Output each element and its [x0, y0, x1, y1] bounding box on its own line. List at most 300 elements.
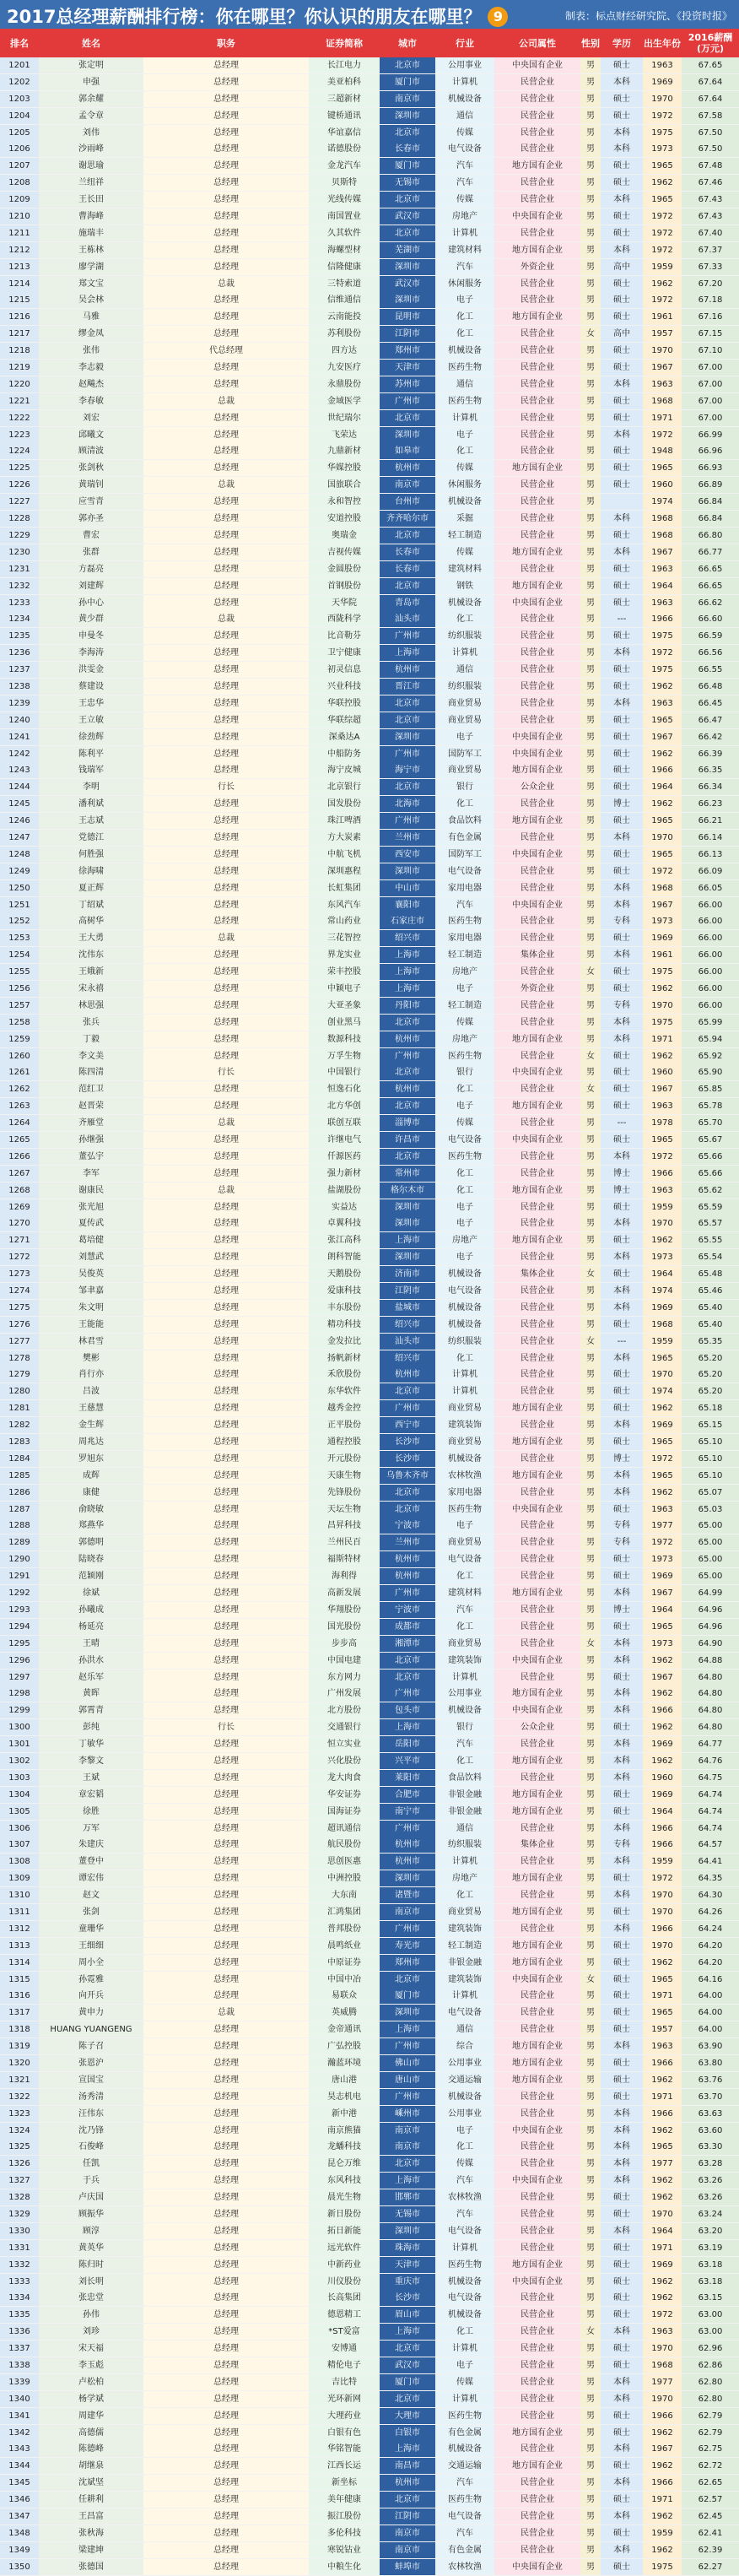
name-cell: 吴会林 — [39, 292, 143, 308]
city-cell: 深圳市 — [380, 1870, 435, 1886]
birth-year-cell: 1966 — [643, 2475, 682, 2491]
birth-year-cell: 1977 — [643, 2156, 682, 2172]
title-cell: 总经理 — [143, 1821, 309, 1837]
name-cell: 黄申力 — [39, 2005, 143, 2021]
rank-cell: 1213 — [0, 259, 39, 275]
name-cell: 孙洪水 — [39, 1653, 143, 1669]
company-type-cell: 地方国有企业 — [494, 1938, 580, 1954]
table-row — [0, 662, 739, 679]
industry-cell: 电子 — [435, 292, 494, 308]
birth-year-cell: 1957 — [643, 326, 682, 342]
rank-cell: 1283 — [0, 1434, 39, 1450]
birth-year-cell: 1962 — [643, 2542, 682, 2558]
birth-year-cell: 1962 — [643, 2508, 682, 2525]
title-cell: 总经理 — [143, 2038, 309, 2054]
city-cell: 厦门市 — [380, 74, 435, 90]
rank-cell: 1264 — [0, 1115, 39, 1131]
education-cell: 硕士 — [601, 2425, 643, 2441]
title-cell: 总经理 — [143, 1972, 309, 1988]
birth-year-cell: 1967 — [643, 544, 682, 560]
birth-year-cell: 1972 — [643, 242, 682, 258]
city-cell: 杭州市 — [380, 1568, 435, 1584]
education-cell: 硕士 — [601, 1955, 643, 1971]
rank-cell: 1288 — [0, 1518, 39, 1534]
industry-cell: 商业贸易 — [435, 762, 494, 778]
industry-cell: 电子 — [435, 2357, 494, 2373]
name-cell: 洪雯金 — [39, 662, 143, 678]
gender-cell: 男 — [580, 1736, 601, 1752]
name-cell: 王慈慧 — [39, 1400, 143, 1416]
pay-cell: 66.99 — [682, 427, 739, 443]
rank-cell: 1237 — [0, 662, 39, 678]
birth-year-cell: 1968 — [643, 511, 682, 527]
gender-cell: 男 — [580, 1686, 601, 1702]
table-row — [0, 679, 739, 695]
rank-cell: 1219 — [0, 360, 39, 376]
stock-abbr-cell: 深桑达A — [309, 729, 380, 745]
industry-cell: 医药生物 — [435, 2492, 494, 2508]
company-type-cell: 民营企业 — [494, 1115, 580, 1131]
rank-cell: 1350 — [0, 2559, 39, 2575]
education-cell: 硕士 — [601, 1904, 643, 1920]
industry-cell: 建筑装饰 — [435, 1417, 494, 1433]
industry-cell: 通信 — [435, 1821, 494, 1837]
birth-year-cell: 1975 — [643, 125, 682, 141]
gender-cell: 男 — [580, 427, 601, 443]
stock-abbr-cell: 中新药业 — [309, 2257, 380, 2273]
gender-cell: 男 — [580, 1837, 601, 1853]
stock-abbr-cell: 久其软件 — [309, 225, 380, 241]
industry-cell: 化工 — [435, 1753, 494, 1769]
rank-cell: 1208 — [0, 175, 39, 191]
company-type-cell: 中央国有企业 — [494, 897, 580, 913]
birth-year-cell: 1969 — [643, 1300, 682, 1316]
table-row — [0, 2240, 739, 2257]
table-row — [0, 544, 739, 561]
title-cell: 总经理 — [143, 427, 309, 443]
company-type-cell: 民营企业 — [494, 1350, 580, 1366]
name-cell: 金生辉 — [39, 1417, 143, 1433]
company-type-cell: 民营企业 — [494, 2391, 580, 2407]
company-type-cell: 民营企业 — [494, 1551, 580, 1567]
gender-cell: 男 — [580, 1702, 601, 1718]
name-cell: 徐海啸 — [39, 863, 143, 879]
rank-cell: 1314 — [0, 1955, 39, 1971]
gender-cell: 男 — [580, 2341, 601, 2357]
header-gender: 性别 — [581, 37, 600, 49]
company-type-cell: 地方国有企业 — [494, 1400, 580, 1416]
gender-cell: 女 — [580, 1266, 601, 1282]
stock-abbr-cell: 安道控股 — [309, 511, 380, 527]
stock-abbr-cell: 常山药业 — [309, 913, 380, 929]
city-cell: 厦门市 — [380, 158, 435, 174]
industry-cell: 计算机 — [435, 1383, 494, 1399]
pay-cell: 63.00 — [682, 2324, 739, 2340]
table-row — [0, 2341, 739, 2357]
industry-cell: 房地产 — [435, 1232, 494, 1248]
name-cell: 卢庆国 — [39, 2189, 143, 2205]
stock-abbr-cell: 高新发展 — [309, 1585, 380, 1601]
rank-cell: 1275 — [0, 1300, 39, 1316]
pay-cell: 65.85 — [682, 1081, 739, 1097]
birth-year-cell: 1964 — [643, 1602, 682, 1618]
rank-cell: 1273 — [0, 1266, 39, 1282]
rank-cell: 1222 — [0, 410, 39, 426]
table-row — [0, 1921, 739, 1938]
rank-cell: 1215 — [0, 292, 39, 308]
company-type-cell: 地方国有企业 — [494, 1098, 580, 1114]
company-type-cell: 民营企业 — [494, 1249, 580, 1265]
title-cell: 总经理 — [143, 2021, 309, 2038]
education-cell: 硕士 — [601, 561, 643, 577]
birth-year-cell: 1972 — [643, 1149, 682, 1165]
stock-abbr-cell: 大亚圣象 — [309, 998, 380, 1014]
city-cell: 深圳市 — [380, 259, 435, 275]
pay-cell: 64.30 — [682, 1887, 739, 1903]
industry-cell: 公用事业 — [435, 57, 494, 73]
industry-cell: 计算机 — [435, 2341, 494, 2357]
company-type-cell: 民营企业 — [494, 1568, 580, 1584]
gender-cell: 男 — [580, 1602, 601, 1618]
birth-year-cell: 1975 — [643, 1015, 682, 1031]
industry-cell: 机械设备 — [435, 1317, 494, 1333]
pay-cell: 65.78 — [682, 1098, 739, 1114]
company-type-cell: 集体企业 — [494, 1266, 580, 1282]
title-cell: 总经理 — [143, 1870, 309, 1886]
title-cell: 总经理 — [143, 1383, 309, 1399]
stock-abbr-cell: 许继电气 — [309, 1132, 380, 1148]
city-cell: 上海市 — [380, 645, 435, 661]
city-cell: 晋江市 — [380, 679, 435, 695]
industry-cell: 化工 — [435, 1081, 494, 1097]
pay-cell: 64.00 — [682, 1988, 739, 2004]
title-cell: 总经理 — [143, 1787, 309, 1803]
stock-abbr-cell: 大理药业 — [309, 2408, 380, 2424]
stock-abbr-cell: 苏利股份 — [309, 326, 380, 342]
education-cell: 本科 — [601, 1417, 643, 1433]
stock-abbr-cell: 九安医疗 — [309, 360, 380, 376]
company-type-cell: 民营企业 — [494, 1602, 580, 1618]
gender-cell: 女 — [580, 1081, 601, 1097]
title-cell: 总经理 — [143, 2542, 309, 2558]
gender-cell: 男 — [580, 2038, 601, 2054]
name-cell: 马雅 — [39, 309, 143, 325]
company-type-cell: 民营企业 — [494, 679, 580, 695]
city-cell: 唐山市 — [380, 2072, 435, 2088]
rank-cell: 1319 — [0, 2038, 39, 2054]
company-type-cell: 民营企业 — [494, 2475, 580, 2491]
gender-cell: 男 — [580, 494, 601, 510]
name-cell: 丁绍斌 — [39, 897, 143, 913]
pay-cell: 66.35 — [682, 762, 739, 778]
name-cell: 申曼冬 — [39, 628, 143, 644]
name-cell: 刘珍 — [39, 2324, 143, 2340]
stock-abbr-cell: 超讯通信 — [309, 1821, 380, 1837]
gender-cell: 男 — [580, 1719, 601, 1735]
education-cell: 硕士 — [601, 1502, 643, 1518]
city-cell: 杭州市 — [380, 1031, 435, 1047]
education-cell: 硕士 — [601, 595, 643, 611]
gender-cell: 男 — [580, 1988, 601, 2004]
pay-cell: 66.45 — [682, 695, 739, 712]
city-cell: 北京市 — [380, 712, 435, 728]
company-type-cell: 地方国有企业 — [494, 2072, 580, 2088]
gender-cell: 男 — [580, 1064, 601, 1080]
education-cell: 本科 — [601, 1468, 643, 1484]
education-cell: 本科 — [601, 2173, 643, 2189]
stock-abbr-cell: 三花智控 — [309, 930, 380, 946]
gender-cell: 男 — [580, 158, 601, 174]
stock-abbr-cell: 中粮生化 — [309, 2559, 380, 2575]
industry-cell: 化工 — [435, 2324, 494, 2340]
pay-cell: 64.77 — [682, 1736, 739, 1752]
gender-cell: 男 — [580, 175, 601, 191]
name-cell: 廖学湖 — [39, 259, 143, 275]
city-cell: 深圳市 — [380, 427, 435, 443]
name-cell: 郭亦圣 — [39, 511, 143, 527]
pay-cell: 66.47 — [682, 712, 739, 728]
stock-abbr-cell: 国海证券 — [309, 1804, 380, 1820]
table-row — [0, 981, 739, 998]
rank-cell: 1203 — [0, 91, 39, 107]
industry-cell: 化工 — [435, 443, 494, 459]
rank-cell: 1303 — [0, 1770, 39, 1786]
company-type-cell: 民营企业 — [494, 930, 580, 946]
title-cell: 总经理 — [143, 2508, 309, 2525]
table-row — [0, 1400, 739, 1417]
education-cell: 硕士 — [601, 1132, 643, 1148]
company-type-cell: 地方国有企业 — [494, 158, 580, 174]
table-row — [0, 1904, 739, 1921]
name-cell: 郭德明 — [39, 1534, 143, 1550]
gender-cell: 男 — [580, 192, 601, 208]
name-cell: 孟令章 — [39, 108, 143, 124]
birth-year-cell: 1964 — [643, 578, 682, 594]
company-type-cell: 民营企业 — [494, 2542, 580, 2558]
table-row — [0, 1887, 739, 1904]
stock-abbr-cell: 航民股份 — [309, 1837, 380, 1853]
table-row — [0, 863, 739, 880]
company-type-cell: 民营企业 — [494, 1300, 580, 1316]
title-cell: 总经理 — [143, 1837, 309, 1853]
education-cell: 硕士 — [601, 981, 643, 997]
gender-cell: 男 — [580, 847, 601, 863]
rank-cell: 1300 — [0, 1719, 39, 1735]
name-cell: 曹宏 — [39, 528, 143, 544]
industry-cell: 国防军工 — [435, 746, 494, 762]
city-cell: 北京市 — [380, 192, 435, 208]
gender-cell: 男 — [580, 1770, 601, 1786]
company-type-cell: 地方国有企业 — [494, 242, 580, 258]
birth-year-cell: 1972 — [643, 863, 682, 879]
city-cell: 深圳市 — [380, 1249, 435, 1265]
gender-cell: 男 — [580, 1870, 601, 1886]
table-row — [0, 729, 739, 746]
birth-year-cell: 1965 — [643, 460, 682, 476]
name-cell: 周兆达 — [39, 1434, 143, 1450]
city-cell: 广州市 — [380, 1821, 435, 1837]
company-type-cell: 民营企业 — [494, 2223, 580, 2239]
gender-cell: 男 — [580, 1955, 601, 1971]
title-cell: 总经理 — [143, 292, 309, 308]
company-type-cell: 集体企业 — [494, 1837, 580, 1853]
stock-abbr-cell: 晨鸣纸业 — [309, 1938, 380, 1954]
rank-cell: 1234 — [0, 611, 39, 627]
city-cell: 江阴市 — [380, 2508, 435, 2525]
education-cell: 硕士 — [601, 578, 643, 594]
birth-year-cell: 1965 — [643, 813, 682, 829]
industry-cell: 建筑装饰 — [435, 1921, 494, 1937]
city-cell: 无锡市 — [380, 2206, 435, 2222]
table-row — [0, 292, 739, 309]
city-cell: 郑州市 — [380, 1955, 435, 1971]
table-row — [0, 1048, 739, 1065]
city-cell: 深圳市 — [380, 2005, 435, 2021]
company-type-cell: 地方国有企业 — [494, 460, 580, 476]
industry-cell: 化工 — [435, 326, 494, 342]
header-birth-year: 出生年份 — [644, 37, 681, 49]
pay-cell: 65.55 — [682, 1232, 739, 1248]
education-cell: 硕士 — [601, 1400, 643, 1416]
name-cell: 郑文宝 — [39, 276, 143, 292]
table-row — [0, 1366, 739, 1383]
rank-cell: 1299 — [0, 1702, 39, 1718]
birth-year-cell: 1973 — [643, 1249, 682, 1265]
company-type-cell: 民营企业 — [494, 611, 580, 627]
stock-abbr-cell: 恒逸石化 — [309, 1081, 380, 1097]
company-type-cell: 地方国有企业 — [494, 762, 580, 778]
education-cell: 硕士 — [601, 360, 643, 376]
name-cell: 应雪青 — [39, 494, 143, 510]
pay-cell: 64.74 — [682, 1821, 739, 1837]
rank-cell: 1205 — [0, 125, 39, 141]
rank-cell: 1218 — [0, 343, 39, 359]
city-cell: 芜湖市 — [380, 242, 435, 258]
city-cell: 厦门市 — [380, 2374, 435, 2390]
pay-cell: 65.35 — [682, 1334, 739, 1350]
rank-cell: 1341 — [0, 2408, 39, 2424]
title-cell: 总经理 — [143, 1451, 309, 1467]
birth-year-cell: 1963 — [643, 1182, 682, 1199]
company-type-cell: 民营企业 — [494, 1366, 580, 1383]
education-cell: 本科 — [601, 1653, 643, 1669]
name-cell: 徐胜 — [39, 1804, 143, 1820]
rank-cell: 1345 — [0, 2475, 39, 2491]
title-cell: 总裁 — [143, 393, 309, 409]
company-type-cell: 民营企业 — [494, 443, 580, 459]
table-row — [0, 141, 739, 158]
city-cell: 包头市 — [380, 1702, 435, 1718]
birth-year-cell: 1967 — [643, 2441, 682, 2457]
company-type-cell: 民营企业 — [494, 695, 580, 712]
table-row — [0, 2139, 739, 2156]
gender-cell: 男 — [580, 1938, 601, 1954]
birth-year-cell: 1974 — [643, 494, 682, 510]
stock-abbr-cell: 云南能投 — [309, 309, 380, 325]
education-cell: 本科 — [601, 1300, 643, 1316]
rank-cell: 1313 — [0, 1938, 39, 1954]
title-cell: 总经理 — [143, 998, 309, 1014]
name-cell: 周建华 — [39, 2408, 143, 2424]
gender-cell: 男 — [580, 1451, 601, 1467]
birth-year-cell: 1963 — [643, 1098, 682, 1114]
name-cell: 章宏韬 — [39, 1787, 143, 1803]
gender-cell: 男 — [580, 2106, 601, 2122]
gender-cell: 男 — [580, 746, 601, 762]
birth-year-cell: 1964 — [643, 2223, 682, 2239]
education-cell: 本科 — [601, 376, 643, 392]
education-cell: 硕士 — [601, 2021, 643, 2038]
rank-cell: 1282 — [0, 1417, 39, 1433]
rank-cell: 1207 — [0, 158, 39, 174]
birth-year-cell: 1974 — [643, 1283, 682, 1299]
title-cell: 总裁 — [143, 930, 309, 946]
birth-year-cell: 1963 — [643, 561, 682, 577]
rank-cell: 1286 — [0, 1485, 39, 1501]
page-title-text: 2017总经理薪酬排行榜：你在哪里？你认识的朋友在哪里？ — [7, 7, 482, 27]
table-row — [0, 1249, 739, 1266]
education-cell: 博士 — [601, 1166, 643, 1182]
title-cell: 总经理 — [143, 1602, 309, 1618]
rank-cell: 1325 — [0, 2139, 39, 2155]
name-cell: 宋天福 — [39, 2341, 143, 2357]
education-cell: 硕士 — [601, 108, 643, 124]
pay-cell: 62.65 — [682, 2475, 739, 2491]
gender-cell: 男 — [580, 2274, 601, 2290]
company-type-cell: 民营企业 — [494, 326, 580, 342]
title-cell: 总经理 — [143, 2324, 309, 2340]
education-cell: 硕士 — [601, 208, 643, 225]
company-type-cell: 民营企业 — [494, 2290, 580, 2306]
table-row — [0, 880, 739, 897]
stock-abbr-cell: 广弘控股 — [309, 2038, 380, 2054]
title-cell: 总经理 — [143, 1334, 309, 1350]
title-cell: 总经理 — [143, 981, 309, 997]
education-cell: 本科 — [601, 1921, 643, 1937]
gender-cell: 男 — [580, 897, 601, 913]
birth-year-cell: 1970 — [643, 1938, 682, 1954]
name-cell: 谢康民 — [39, 1182, 143, 1199]
table-row — [0, 1837, 739, 1854]
rank-cell: 1335 — [0, 2307, 39, 2323]
birth-year-cell: 1970 — [643, 830, 682, 846]
stock-abbr-cell: 界龙实业 — [309, 947, 380, 963]
company-type-cell: 民营企业 — [494, 2189, 580, 2205]
city-cell: 厦门市 — [380, 1988, 435, 2004]
company-type-cell: 公众企业 — [494, 1719, 580, 1735]
title-cell: 总经理 — [143, 2274, 309, 2290]
city-cell: 苏州市 — [380, 376, 435, 392]
title-cell: 总经理 — [143, 1653, 309, 1669]
industry-cell: 传媒 — [435, 1115, 494, 1131]
pay-cell: 66.60 — [682, 611, 739, 627]
title-cell: 总经理 — [143, 141, 309, 157]
industry-cell: 电气设备 — [435, 863, 494, 879]
education-cell: 专科 — [601, 1518, 643, 1534]
name-cell: 李黎文 — [39, 1753, 143, 1769]
table-row — [0, 1686, 739, 1702]
city-cell: 天津市 — [380, 2257, 435, 2273]
title-cell: 总经理 — [143, 913, 309, 929]
title-cell: 总经理 — [143, 125, 309, 141]
birth-year-cell: 1964 — [643, 1266, 682, 1282]
name-cell: 成辉 — [39, 1468, 143, 1484]
title-cell: 总经理 — [143, 57, 309, 73]
title-cell: 总经理 — [143, 1485, 309, 1501]
name-cell: 孙继强 — [39, 1132, 143, 1148]
stock-abbr-cell: 卫宁健康 — [309, 645, 380, 661]
pay-cell: 67.37 — [682, 242, 739, 258]
